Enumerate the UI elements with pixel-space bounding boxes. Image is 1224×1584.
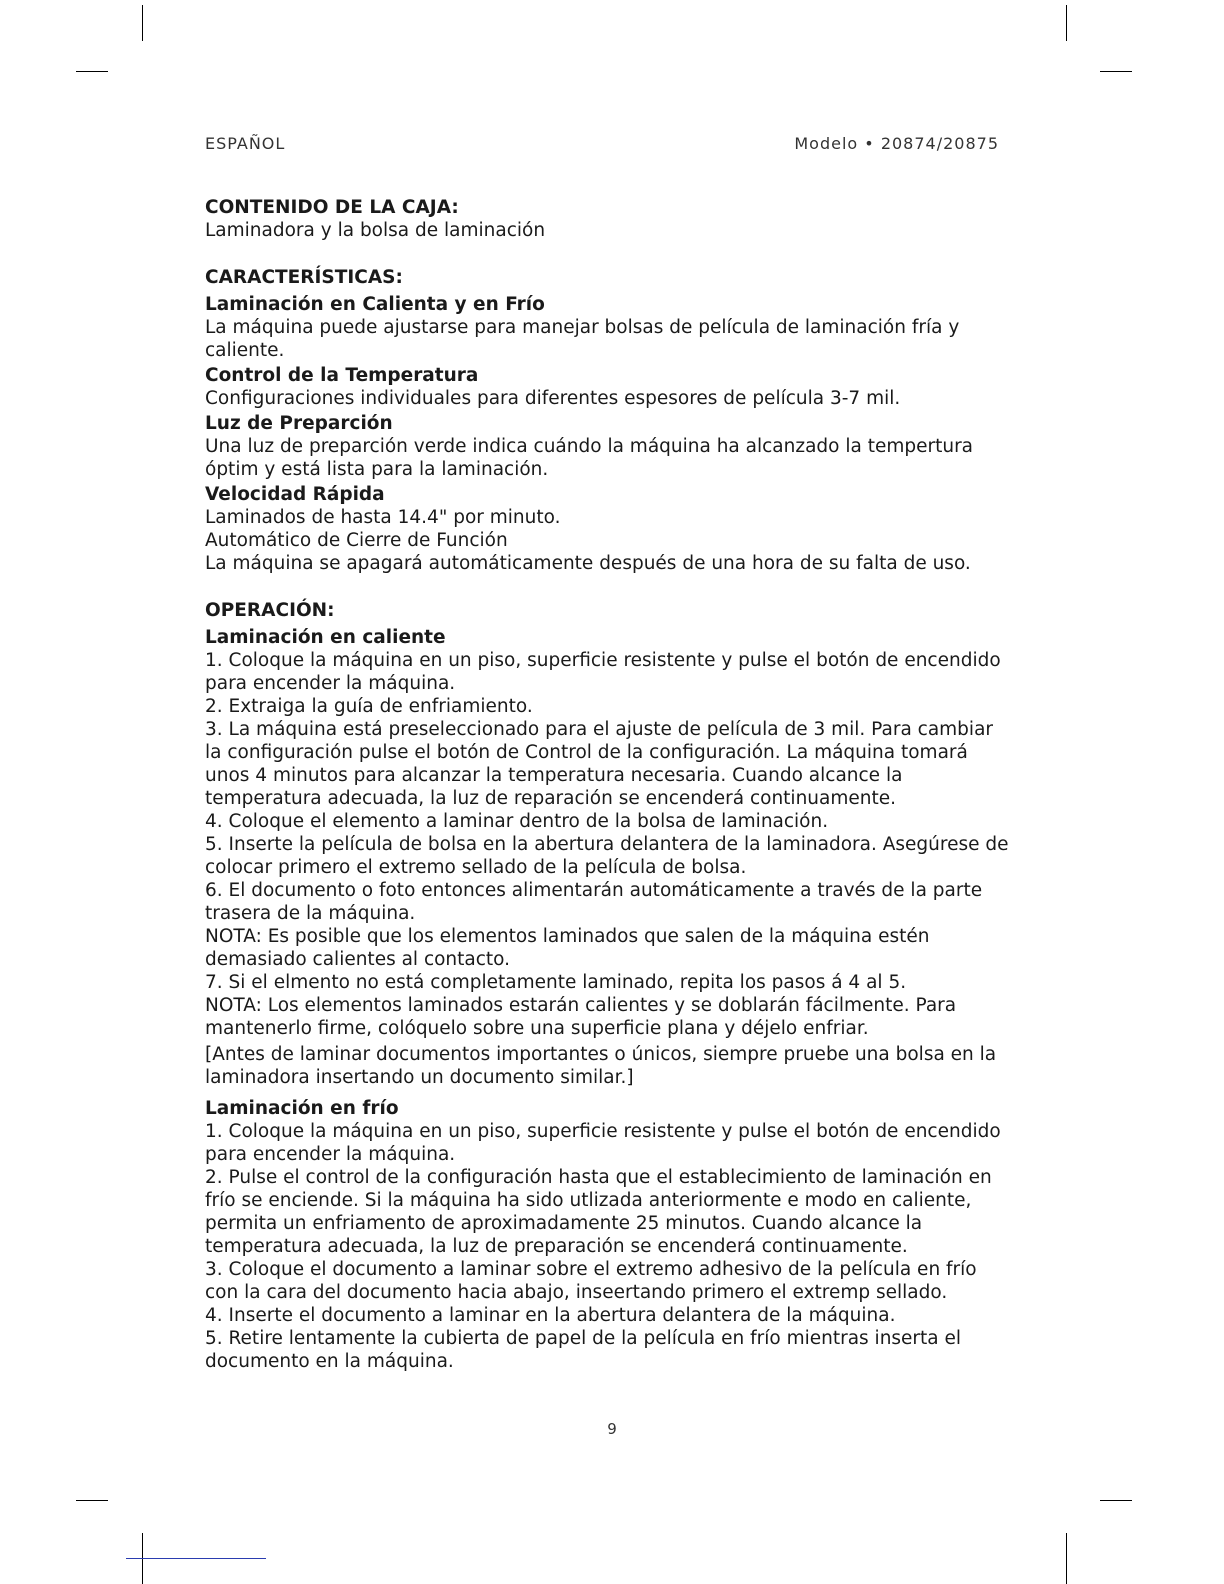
feature-heading: Laminación en Calienta y en Frío <box>205 294 545 315</box>
box-contents-text: Laminadora y la bolsa de laminación <box>205 220 546 241</box>
crop-mark <box>1100 71 1132 72</box>
hot-step: 5. Inserte la película de bolsa en la abertura delantera de la laminadora. Asegúrese de colocar primero el extremo sellado de la película de bolsa. <box>205 834 1009 878</box>
box-contents-title: CONTENIDO DE LA CAJA: <box>205 197 459 218</box>
feature-text: Una luz de preparción verde indica cuándo la máquina ha alcanzado la tempertura óptim y está lista para la laminación. <box>205 436 974 480</box>
crop-mark <box>76 71 108 72</box>
crop-mark <box>76 1500 108 1501</box>
document-body <box>205 196 1010 1373</box>
feature-heading: Velocidad Rápida <box>205 484 385 505</box>
crop-mark <box>1066 5 1067 41</box>
hot-note: NOTA: Es posible que los elementos laminados que salen de la máquina estén demasiado calientes al contacto. <box>205 926 930 970</box>
feature-text: La máquina se apagará automáticamente después de una hora de su falta de uso. <box>205 553 971 574</box>
bracket-note: [Antes de laminar documentos importantes o únicos, siempre pruebe una bolsa en la laminadora insertando un documento similar.] <box>205 1044 997 1088</box>
hot-step: 3. La máquina está preseleccionado para el ajuste de película de 3 mil. Para cambiar la configuración pulse el botón de Control de la configuración. La máquina tomará unos 4 minutos para alcanzar la temperatura necesaria. Cuando alcance la temperatura adecuada, la luz de reparación se encenderá continuamente. <box>205 719 994 809</box>
crop-mark <box>142 5 143 41</box>
feature-heading: Control de la Temperatura <box>205 365 479 386</box>
cold-step: 1. Coloque la máquina en un piso, superficie resistente y pulse el botón de encendido para encender la máquina. <box>205 1121 1001 1165</box>
header-model: Modelo • 20874/20875 <box>794 134 999 153</box>
hot-lamination-heading: Laminación en caliente <box>205 627 446 648</box>
features-title: CARACTERÍSTICAS: <box>205 267 403 288</box>
feature-text: Automático de Cierre de Función <box>205 530 508 551</box>
cold-step: 3. Coloque el documento a laminar sobre el extremo adhesivo de la película en frío con la cara del documento hacia abajo, inseertando primero el extremp sellado. <box>205 1259 977 1303</box>
hot-step: 1. Coloque la máquina en un piso, superficie resistente y pulse el botón de encendido para encender la máquina. <box>205 650 1001 694</box>
feature-text: La máquina puede ajustarse para manejar bolsas de película de laminación fría y caliente. <box>205 317 960 361</box>
header-language: ESPAÑOL <box>205 134 286 153</box>
feature-text: Laminados de hasta 14.4" por minuto. <box>205 507 561 528</box>
feature-heading: Luz de Preparción <box>205 413 393 434</box>
page-number: 9 <box>607 1420 617 1438</box>
hot-note: NOTA: Los elementos laminados estarán calientes y se doblarán fácilmente. Para mantenerlo firme, colóquelo sobre una superficie plana y déjelo enfriar. <box>205 995 957 1039</box>
crop-mark <box>1100 1500 1132 1501</box>
hot-step: 4. Coloque el elemento a laminar dentro de la bolsa de laminación. <box>205 811 829 832</box>
crop-mark <box>126 1558 266 1559</box>
cold-step: 5. Retire lentamente la cubierta de papel de la película en frío mientras inserta el documento en la máquina. <box>205 1328 962 1372</box>
hot-step: 6. El documento o foto entonces alimentarán automáticamente a través de la parte trasera de la máquina. <box>205 880 983 924</box>
hot-step: 2. Extraiga la guía de enfriamiento. <box>205 696 533 717</box>
cold-lamination-heading: Laminación en frío <box>205 1098 399 1119</box>
crop-mark <box>1066 1533 1067 1584</box>
operation-title: OPERACIÓN: <box>205 600 335 621</box>
cold-step: 4. Inserte el documento a laminar en la abertura delantera de la máquina. <box>205 1305 896 1326</box>
feature-text: Configuraciones individuales para diferentes espesores de película 3-7 mil. <box>205 388 901 409</box>
cold-step: 2. Pulse el control de la configuración hasta que el establecimiento de laminación en frío se enciende. Si la máquina ha sido utlizada anteriormente e modo en caliente, permita un enfriamento de aproximadamente 25 minutos. Cuando alcance la temperatura adecuada, la luz de preparación se encenderá continuamente. <box>205 1167 992 1257</box>
hot-step: 7. Si el elmento no está completamente laminado, repita los pasos á 4 al 5. <box>205 972 907 993</box>
